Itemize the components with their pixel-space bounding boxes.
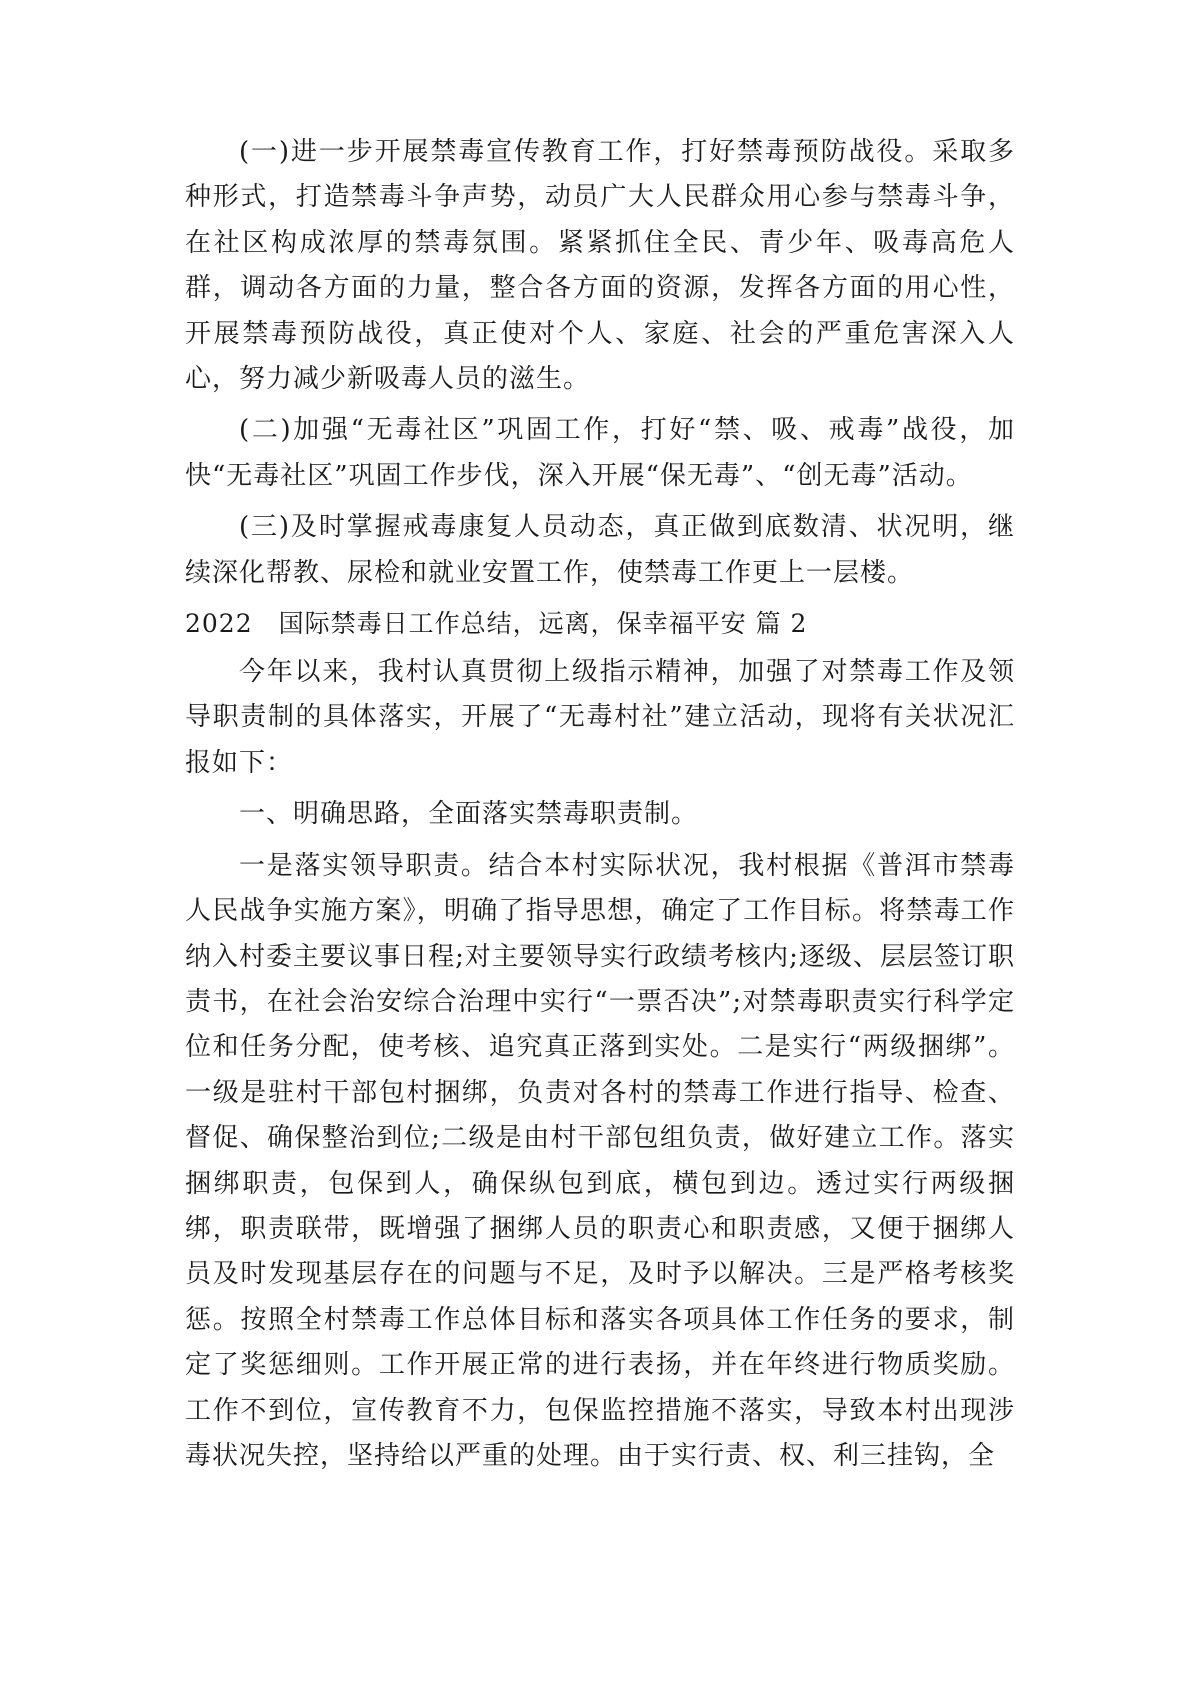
paragraph-rehab-tracking: (三)及时掌握戒毒康复人员动态，真正做到底数清、状况明，继续深化帮教、尿检和就业安置工作，使禁毒工作更上一层楼。	[185, 512, 1015, 588]
paragraph-subheading: 一、明确思路，全面落实禁毒职责制。	[239, 799, 699, 830]
paragraph-drug-free-community: (二)加强“无毒社区”巩固工作，打好“禁、吸、戒毒”战役，加快“无毒社区”巩固工作步伐，深入开展“保无毒”、“创无毒”活动。	[185, 415, 1015, 491]
paragraph-drug-prevention-campaign: (一)进一步开展禁毒宣传教育工作，打好禁毒预防战役。采取多种形式，打造禁毒斗争声势，动员广大人民群众用心参与禁毒斗争，在社区构成浓厚的禁毒氛围。紧紧抓住全民、青少年、吸毒高危人群，调动各方面的力量，整合各方面的资源，发挥各方面的用心性，开展禁毒预防战役，真正使对个人、家庭、社会的严重危害深入人心，努力减少新吸毒人员的滋生。	[185, 137, 1015, 395]
document-page	[185, 130, 1015, 1485]
paragraph-intro: 今年以来，我村认真贯彻上级指示精神，加强了对禁毒工作及领导职责制的具体落实，开展了“无毒村社”建立活动，现将有关状况汇报如下：	[185, 657, 1015, 778]
section-heading: 2022 国际禁毒日工作总结，远离，保幸福平安 篇 2	[185, 609, 808, 639]
paragraph-leadership-responsibility: 一是落实领导职责。结合本村实际状况，我村根据《普洱市禁毒人民战争实施方案》，明确了指导思想，确定了工作目标。将禁毒工作纳入村委主要议事日程;对主要领导实行政绩考核内;逐级、层层签订职责书，在社会治安综合治理中实行“一票否决”;对禁毒职责实行科学定位和任务分配，使考核、追究真正落到实处。二是实行“两级捆绑”。一级是驻村干部包村捆绑，负责对各村的禁毒工作进行指导、检查、督促、确保整治到位;二级是由村干部包组负责，做好建立工作。落实捆绑职责，包保到人，确保纵包到底，横包到边。透过实行两级捆绑，职责联带，既增强了捆绑人员的职责心和职责感，又便于捆绑人员及时发现基层存在的问题与不足，及时予以解决。三是严格考核奖惩。按照全村禁毒工作总体目标和落实各项具体工作任务的要求，制定了奖惩细则。工作开展正常的进行表扬，并在年终进行物质奖励。工作不到位，宣传教育不力，包保监控措施不落实，导致本村出现涉毒状况失控，坚持给以严重的处理。由于实行责、权、利三挂钩，全	[185, 850, 1015, 1471]
